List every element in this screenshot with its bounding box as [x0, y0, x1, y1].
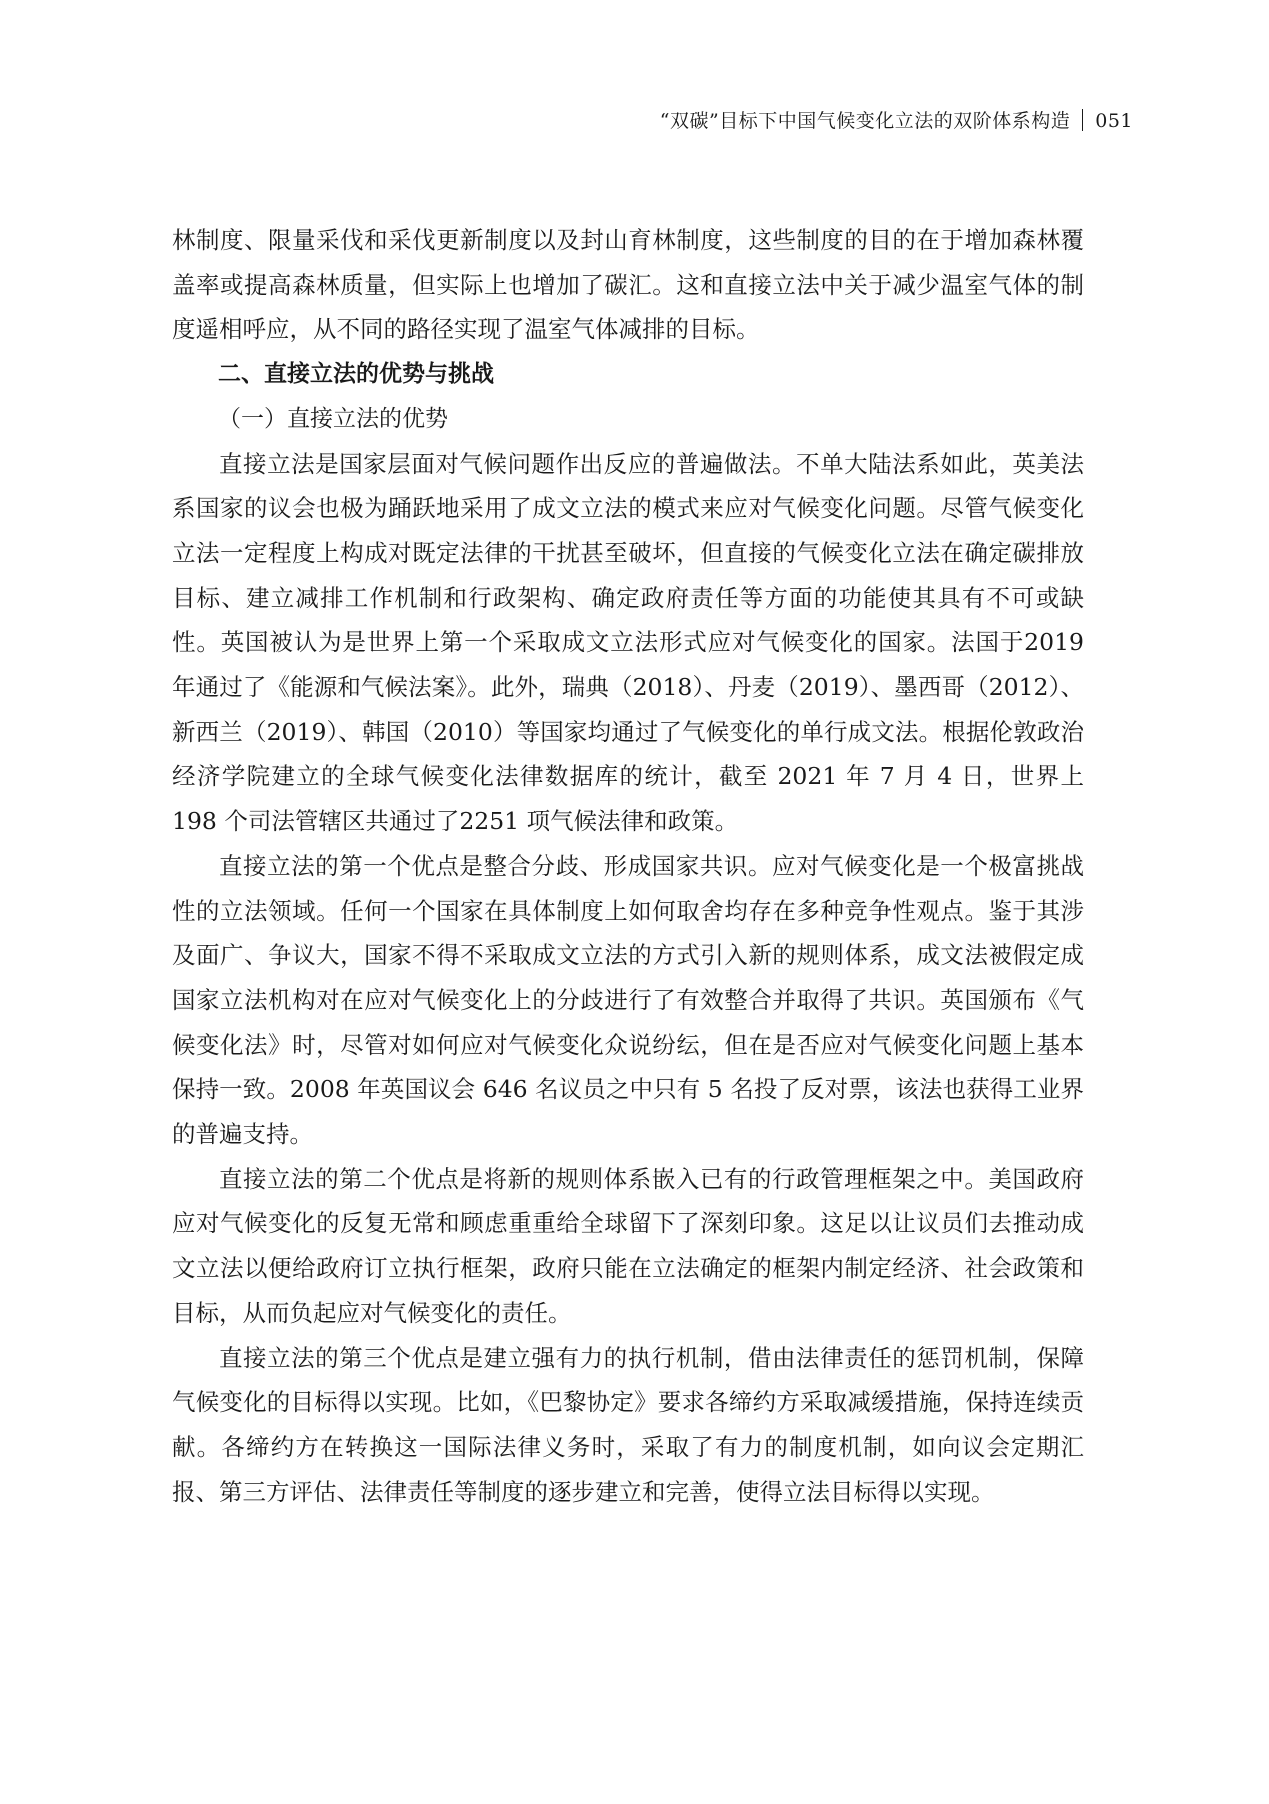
paragraph: 直接立法的第二个优点是将新的规则体系嵌入已有的行政管理框架之中。美国政府应对气候变化的反复无常和顾虑重重给全球留下了深刻印象。这足以让议员们去推动成文立法以便给政府订立执行框架，政府只能在立法确定的框架内制定经济、社会政策和目标，从而负起应对气候变化的责任。	[172, 1164, 1084, 1327]
paragraph: 直接立法是国家层面对气候问题作出反应的普遍做法。不单大陆法系如此，英美法系国家的议会也极为踊跃地采用了成文立法的模式来应对气候变化问题。尽管气候变化立法一定程度上构成对既定法律的干扰甚至破坏，但直接的气候变化立法在确定碳排放目标、建立减排工作机制和行政架构、确定政府责任等方面的功能使其具有不可或缺性。英国被认为是世界上第一个采取成文立法形式应对气候变化的国家。法国于2019 年通过了《能源和气候法案》。此外，瑞典（2018）、丹麦（2019）、墨西哥（2012）、新西兰（2019）、韩国（2010）等国家均通过了气候变化的单行成文法。根据伦敦政治经济学院建立的全球气候变化法律数据库的统计，截至 2021 年 7 月 4 日，世界上 198 个司法管辖区共通过了2251 项气候法律和政策。	[172, 449, 1084, 836]
paragraph-continued: 林制度、限量采伐和采伐更新制度以及封山育林制度，这些制度的目的在于增加森林覆盖率或提高森林质量，但实际上也增加了碳汇。这和直接立法中关于减少温室气体的制度遥相呼应，从不同的路径实现了温室气体减排的目标。	[172, 226, 1084, 344]
body-text	[172, 218, 1084, 1514]
section-heading: 二、直接立法的优势与挑战	[218, 361, 494, 388]
paragraph: 直接立法的第一个优点是整合分歧、形成国家共识。应对气候变化是一个极富挑战性的立法领域。任何一个国家在具体制度上如何取舍均存在多种竞争性观点。鉴于其涉及面广、争议大，国家不得不采取成文立法的方式引入新的规则体系，成文法被假定成国家立法机构对在应对气候变化上的分歧进行了有效整合并取得了共识。英国颁布《气候变化法》时，尽管对如何应对气候变化众说纷纭，但在是否应对气候变化问题上基本保持一致。2008 年英国议会 646 名议员之中只有 5 名投了反对票，该法也获得工业界的普遍支持。	[172, 851, 1084, 1149]
page-number: 051	[1095, 110, 1133, 132]
header-divider	[1082, 109, 1083, 131]
paragraph: 直接立法的第三个优点是建立强有力的执行机制，借由法律责任的惩罚机制，保障气候变化的目标得以实现。比如，《巴黎协定》要求各缔约方采取减缓措施，保持连续贡献。各缔约方在转换这一国际法律义务时，采取了有力的制度机制，如向议会定期汇报、第三方评估、法律责任等制度的逐步建立和完善，使得立法目标得以实现。	[172, 1343, 1084, 1506]
running-header	[660, 108, 1133, 134]
subsection-heading: （一）直接立法的优势	[218, 405, 448, 432]
running-title: “双碳”目标下中国气候变化立法的双阶体系构造	[659, 110, 1071, 132]
